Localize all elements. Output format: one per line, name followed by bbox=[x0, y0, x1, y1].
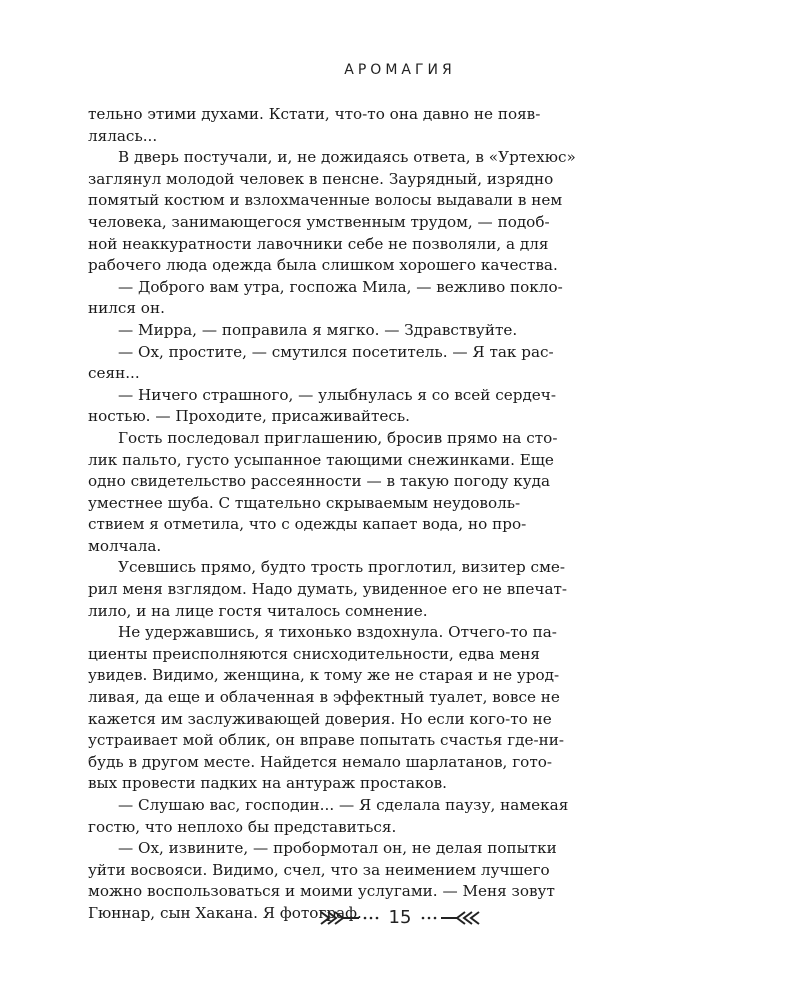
left-ornament-icon bbox=[319, 908, 383, 928]
text-line: рабочего люда одежда была слишком хорошего качества. bbox=[88, 256, 558, 275]
text-line: заглянул молодой человек в пенсне. Заурядный, изрядно bbox=[88, 169, 554, 188]
text-line: рил меня взглядом. Надо думать, увиденное его не впечат- bbox=[88, 580, 568, 599]
text-line: гостю, что неплохо бы представиться. bbox=[88, 817, 397, 836]
text-line: устраивает мой облик, он вправе попытать счастья где-ни- bbox=[88, 731, 565, 750]
text-line: — Ох, извините, — пробормотал он, не делая попытки bbox=[118, 839, 557, 858]
text-line: лялась... bbox=[88, 126, 158, 145]
text-line: — Мирра, — поправила я мягко. — Здравствуйте. bbox=[118, 320, 518, 339]
text-line: сеян... bbox=[88, 364, 140, 383]
text-line: Гюннар, сын Хакана. Я фотограф. bbox=[88, 903, 362, 922]
text-line: будь в другом месте. Найдется немало шарлатанов, гото- bbox=[88, 752, 552, 771]
text-line: Не удержавшись, я тихонько вздохнула. Отчего-то па- bbox=[118, 623, 557, 642]
text-line: ствием я отметила, что с одежды капает вода, но про- bbox=[88, 515, 527, 534]
text-line: кажется им заслуживающей доверия. Но если кого-то не bbox=[88, 709, 552, 728]
text-line: лик пальто, густо усыпанное тающими снежинками. Еще bbox=[88, 450, 554, 469]
text-line: одно свидетельство рассеянности — в такую погоду куда bbox=[88, 472, 551, 491]
text-line: человека, занимающегося умственным трудом, — подоб- bbox=[88, 212, 550, 231]
text-line: увидев. Видимо, женщина, к тому же не старая и не урод- bbox=[88, 666, 560, 685]
text-line: ливая, да еще и облаченная в эффектный туалет, вовсе не bbox=[88, 688, 560, 707]
text-line: Гость последовал приглашению, бросив прямо на сто- bbox=[118, 428, 558, 447]
page-footer bbox=[0, 907, 800, 928]
text-line: можно воспользоваться и моими услугами. — Меня зовут bbox=[88, 882, 555, 901]
text-line: ностью. — Проходите, присаживайтесь. bbox=[88, 407, 411, 426]
text-line: лило, и на лице гостя читалось сомнение. bbox=[88, 601, 428, 620]
right-ornament-icon bbox=[417, 908, 481, 928]
text-line: помятый костюм и взлохмаченные волосы выдавали в нем bbox=[88, 191, 563, 210]
text-line: — Ох, простите, — смутился посетитель. — Я так рас- bbox=[118, 342, 554, 361]
text-line: циенты преисполняются снисходительности, едва меня bbox=[88, 644, 540, 663]
text-line: уместнее шуба. С тщательно скрываемым неудоволь- bbox=[88, 493, 521, 512]
text-line: В дверь постучали, и, не дожидаясь ответа, в «Уртехюс» bbox=[118, 148, 576, 167]
text-line: — Доброго вам утра, госпожа Мила, — вежливо покло- bbox=[118, 277, 563, 296]
text-line: тельно этими духами. Кстати, что-то она давно не появ- bbox=[88, 105, 541, 123]
page-number: 15 bbox=[388, 907, 412, 928]
text-line: вых провести падких на антураж простаков. bbox=[88, 774, 448, 793]
running-header: АРОМАГИЯ bbox=[344, 62, 456, 78]
text-line: нился он. bbox=[88, 299, 165, 318]
text-line: — Ничего страшного, — улыбнулась я со всей сердеч- bbox=[118, 385, 556, 404]
text-line: Усевшись прямо, будто трость проглотил, визитер сме- bbox=[118, 558, 566, 577]
text-line: молчала. bbox=[88, 536, 162, 555]
text-line: ной неаккуратности лавочники себе не позволяли, а для bbox=[88, 234, 549, 253]
text-line: — Слушаю вас, господин... — Я сделала паузу, намекая bbox=[118, 796, 569, 814]
text-line: уйти восвояси. Видимо, счел, что за неимением лучшего bbox=[88, 860, 550, 879]
body-text bbox=[88, 104, 706, 925]
